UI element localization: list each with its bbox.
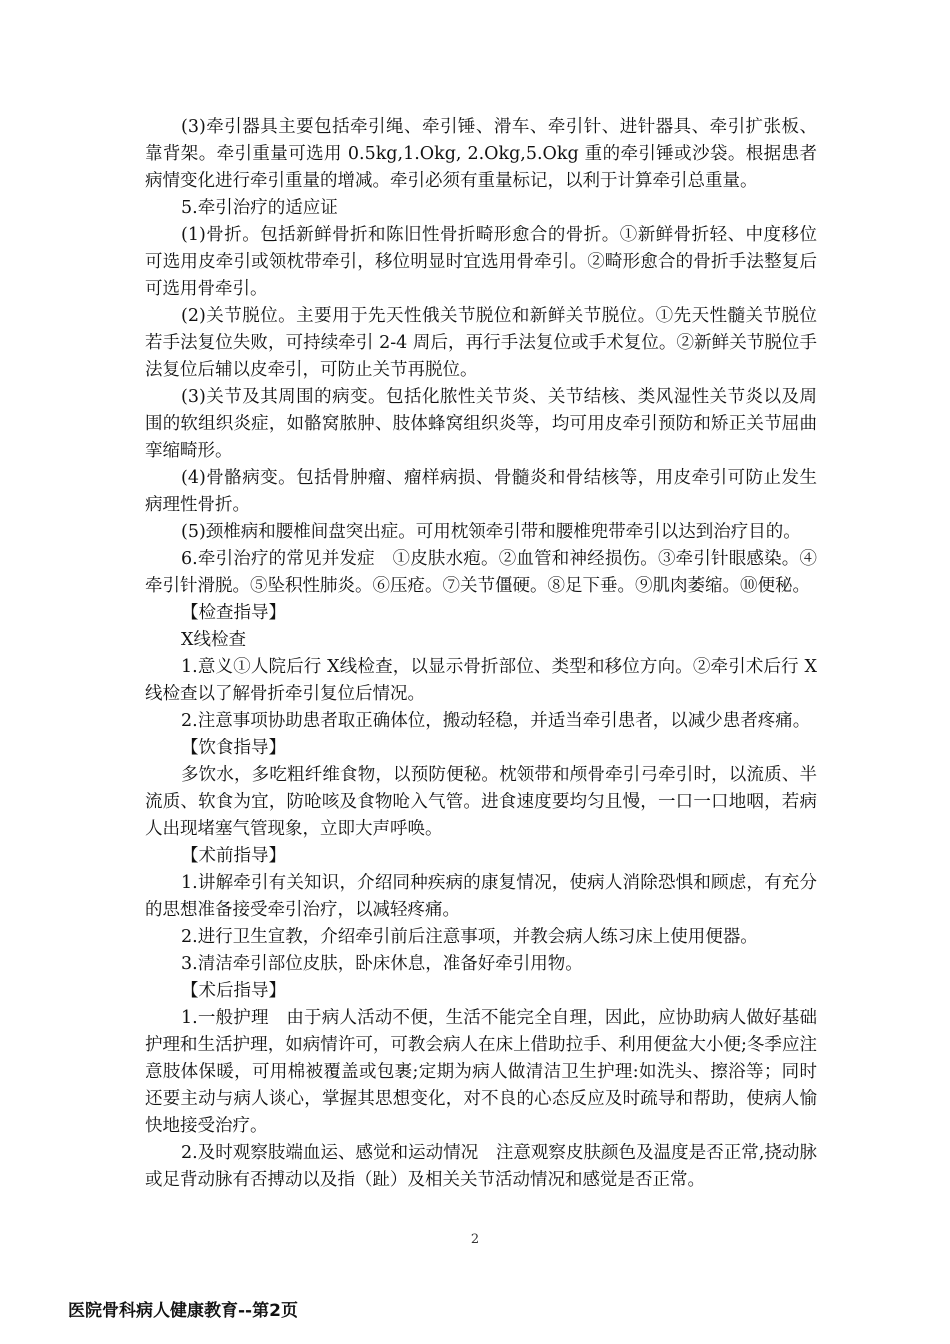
paragraph-preop-1: 1.讲解牵引有关知识，介绍同种疾病的康复情况，使病人消除恐惧和顾虑，有充分的思想准备接受牵引治疗，以减轻疼痛。 [145, 873, 817, 920]
paragraph-postop-1: 1.一般护理 由于病人活动不便，生活不能完全自理，因此，应协助病人做好基础护理和生活护理，如病情许可，可教会病人在床上借助拉手、利用便盆大小便;冬季应注意肢体保暖，可用棉被覆盖或包裹;定期为病人做清洁卫生护理:如洗头、擦浴等；同时还要主动与病人谈心，掌握其思想变化，对不良的心态反应及时疏导和帮助，使病人愉快地接受治疗。 [145, 1008, 817, 1136]
paragraph-dislocation: (2)关节脱位。主要用于先天性俄关节脱位和新鲜关节脱位。①先天性髓关节脱位若手法复位失败，可持续牵引 2-4 周后，再行手法复位或手术复位。②新鲜关节脱位手法复位后辅以皮牵引，可防止关节再脱位。 [145, 306, 817, 380]
paragraph-complications: 6.牵引治疗的常见并发症 ①皮肤水疱。②血管和神经损伤。③牵引针眼感染。④牵引针滑脱。⑤坠积性肺炎。⑥压疮。⑦关节僵硬。⑧足下垂。⑨肌肉萎缩。⑩便秘。 [145, 549, 817, 596]
paragraph-fracture: (1)骨折。包括新鲜骨折和陈旧性骨折畸形愈合的骨折。①新鲜骨折轻、中度移位可选用皮牵引或领枕带牵引，移位明显时宜选用骨牵引。②畸形愈合的骨折手法整复后可选用骨牵引。 [145, 225, 817, 299]
document-body [145, 114, 817, 1194]
section-heading-diet: 【饮食指导】 [181, 738, 286, 758]
section-heading-exam: 【检查指导】 [181, 603, 286, 623]
paragraph-preop-2: 2.进行卫生宣教，介绍牵引前后注意事项，并教会病人练习床上使用便器。 [181, 927, 758, 947]
heading-indications: 5.牵引治疗的适应证 [181, 198, 338, 218]
paragraph-joint-lesions: (3)关节及其周围的病变。包括化脓性关节炎、关节结核、类风湿性关节炎以及周围的软组织炎症，如骼窝脓肿、肢体蜂窝组织炎等，均可用皮牵引预防和矫正关节屈曲挛缩畸形。 [145, 387, 817, 461]
paragraph-traction-equipment: (3)牵引器具主要包括牵引绳、牵引锤、滑车、牵引针、进针器具、牵引扩张板、靠背架。牵引重量可选用 0.5kg,1.Okg, 2.Okg,5.Okg 重的牵引锤或沙袋。根据患者病情变化进行牵引重量的增减。牵引必须有重量标记，以利于计算牵引总重量。 [145, 117, 817, 191]
paragraph-spine: (5)颈椎病和腰椎间盘突出症。可用枕领牵引带和腰椎兜带牵引以达到治疗目的。 [181, 522, 801, 542]
footer-title: 医院骨科病人健康教育--第2页 [68, 1301, 298, 1321]
paragraph-xray-purpose: 1.意义①人院后行 X线检查，以显示骨折部位、类型和移位方向。②牵引术后行 X线检查以了解骨折牵引复位后情况。 [145, 657, 817, 704]
paragraph-xray-notes: 2.注意事项协助患者取正确体位，搬动轻稳，并适当牵引患者，以减少患者疼痛。 [181, 711, 811, 731]
paragraph-postop-2: 2.及时观察肢端血运、感觉和运动情况 注意观察皮肤颜色及温度是否正常,挠动脉或足背动脉有否搏动以及指（趾）及相关关节活动情况和感觉是否正常。 [145, 1143, 817, 1190]
paragraph-bone-lesions: (4)骨骼病变。包括骨肿瘤、瘤样病损、骨髓炎和骨结核等，用皮牵引可防止发生病理性骨折。 [145, 468, 817, 515]
paragraph-preop-3: 3.清洁牵引部位皮肤，卧床休息，准备好牵引用物。 [181, 954, 583, 974]
section-heading-preop: 【术前指导】 [181, 846, 286, 866]
section-heading-postop: 【术后指导】 [181, 981, 286, 1001]
paragraph-diet: 多饮水，多吃粗纤维食物，以预防便秘。枕领带和颅骨牵引弓牵引时，以流质、半流质、软食为宜，防呛咳及食物呛入气管。进食速度要均匀且慢，一口一口地咽，若病人出现堵塞气管现象，立即大声呼唤。 [145, 765, 817, 839]
page-number: 2 [470, 1232, 480, 1247]
subheading-xray: X线检查 [181, 630, 246, 650]
